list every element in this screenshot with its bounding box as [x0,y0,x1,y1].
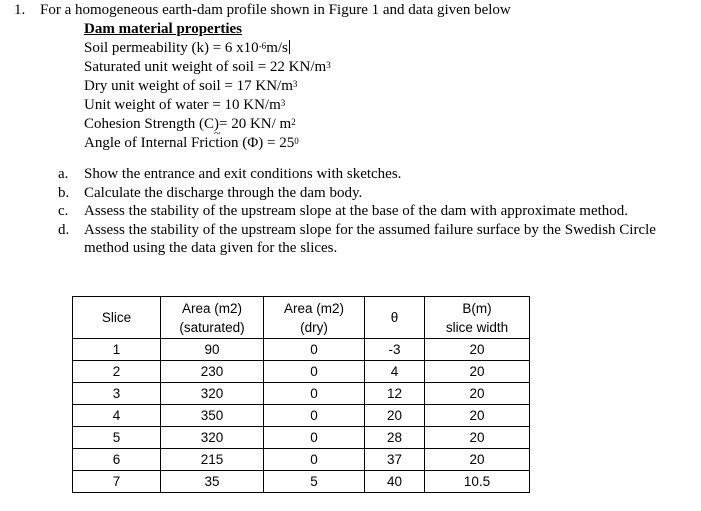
slices-table [72,296,530,493]
header-slice-width: B(m) slice width [425,297,530,339]
table-header-row [73,297,530,339]
header-slice: Slice [73,297,161,339]
header-theta: θ [365,297,425,339]
properties-heading: Dam material properties [84,21,243,37]
property-friction-angle: Angle of Internal Friction $(\Phi) = 25^0$ [84,135,299,151]
table-row: 2 230 0 4 20 [73,361,530,383]
property-saturated-weight: Saturated unit weight of soil = 22 $KN/m^3$ [84,59,331,75]
text-cursor [289,40,290,54]
part-d: d. Assess the stability of the upstream slope for the assumed failure surface by the Swedish Circle method using the data given for the slices. [58,221,656,256]
table-row: 4 350 0 20 20 [73,405,530,427]
part-c: c. Assess the stability of the upstream slope at the base of the dam with approximate method. [58,203,629,219]
table-row: 3 320 0 12 20 [73,383,530,405]
table-row: 5 320 0 28 20 [73,427,530,449]
part-b: b. Calculate the discharge through the dam body. [58,184,363,201]
question-number: 1. [14,2,26,18]
header-area-dry: Area (m2) (dry) [264,297,365,339]
material-properties [84,20,331,153]
property-cohesion: Cohesion Strength (C)= 20 KN/ $m^2$ [84,116,296,132]
property-water-weight: Unit weight of water = 10 $KN/m^3$ [84,97,286,113]
table-row: 6 215 0 37 20 [73,449,530,471]
part-a: a. Show the entrance and exit conditions with sketches. [58,166,402,182]
table-row: 1 90 0 -3 20 [73,339,530,361]
question-parts [58,165,678,258]
property-dry-weight: Dry unit weight of soil = 17 $KN/m^3$ [84,78,298,94]
question-intro: For a homogeneous earth-dam profile shown in Figure 1 and data given below [40,2,511,18]
property-permeability: Soil permeability (k) = 6 $x10^{-6}m/s$ [84,40,288,56]
table-row: 7 35 5 40 10.5 [73,471,530,493]
header-area-saturated: Area (m2) (saturated) [161,297,264,339]
